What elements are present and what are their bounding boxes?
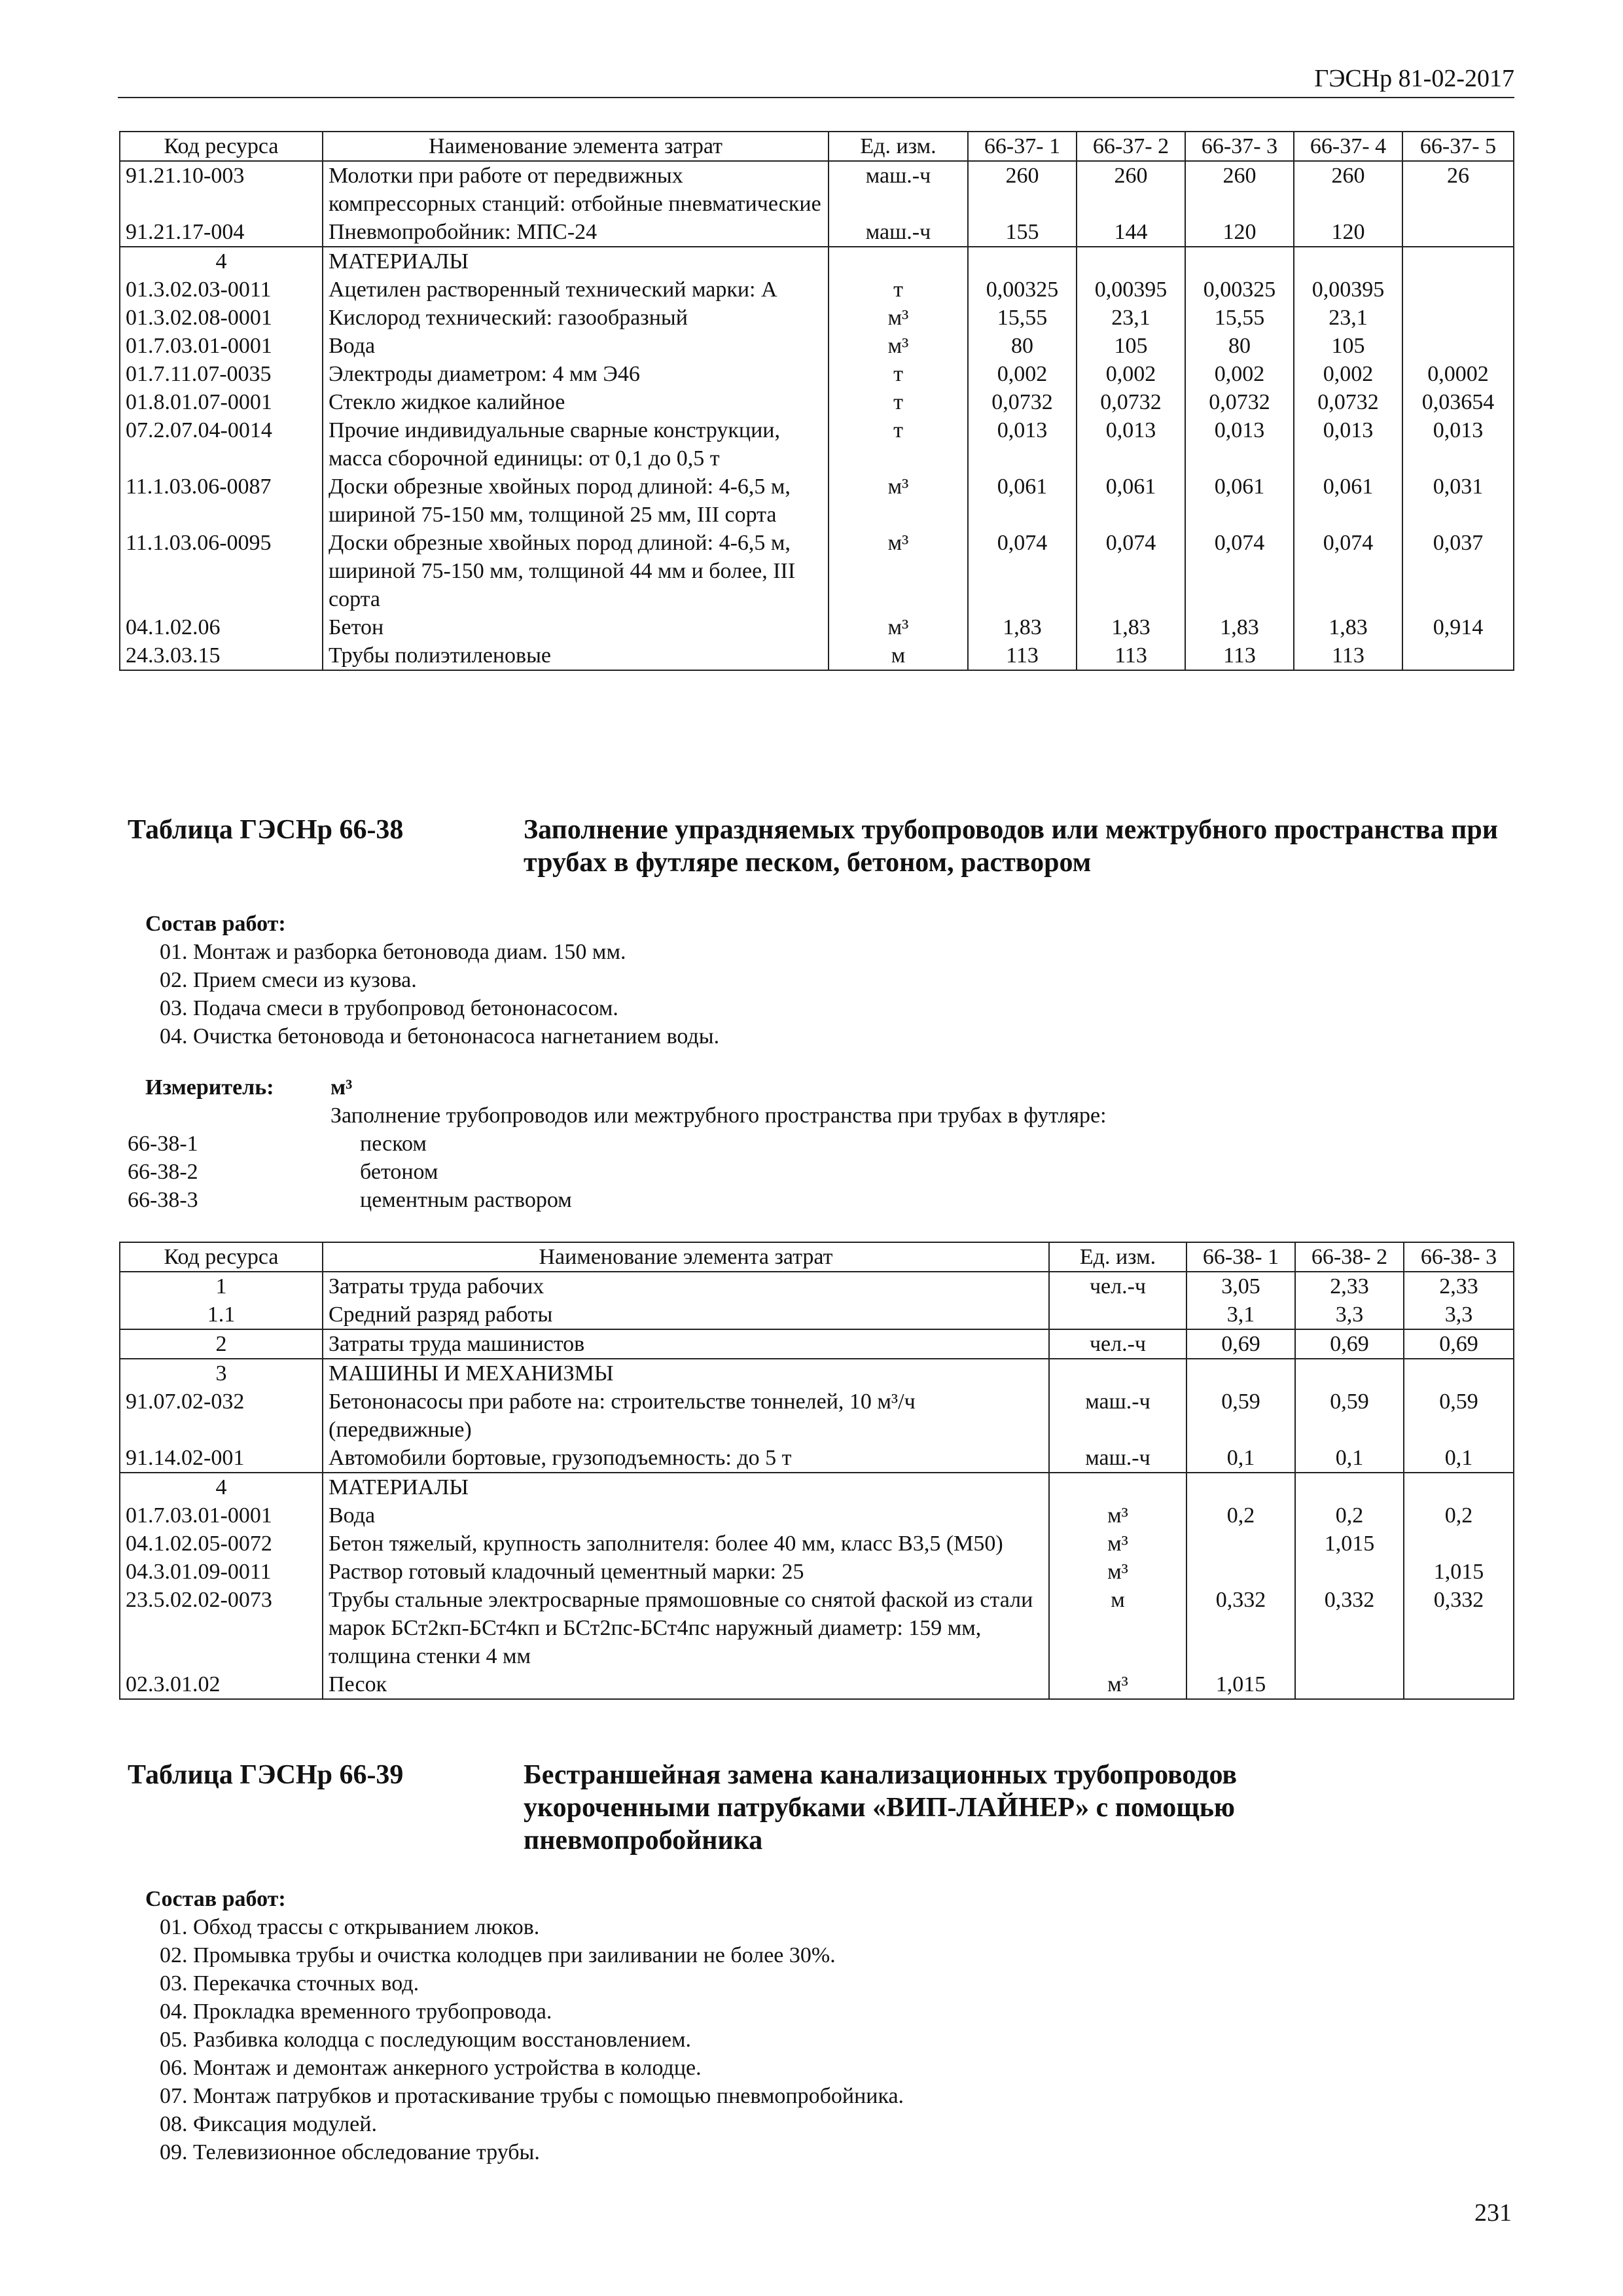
norm-value: 0,0732 bbox=[968, 388, 1077, 416]
norm-value: 26 bbox=[1402, 161, 1514, 218]
norm-value: 0,074 bbox=[1294, 529, 1402, 613]
norm-value: 0,013 bbox=[1077, 416, 1185, 473]
norm-value bbox=[1402, 218, 1514, 247]
column-header: Ед. изм. bbox=[1049, 1242, 1186, 1272]
cost-element-name: Молотки при работе от передвижных компрессорных станций: отбойные пневматические bbox=[323, 161, 829, 218]
table-row bbox=[120, 416, 1514, 473]
norm-value: 1,015 bbox=[1404, 1558, 1514, 1586]
sostav-item: 03. Подача смеси в трубопровод бетононасосом. bbox=[160, 996, 618, 1020]
table-row bbox=[120, 304, 1514, 332]
cost-element-name: Затраты труда рабочих bbox=[323, 1272, 1049, 1300]
resource-table-66-38 bbox=[119, 1242, 1514, 1700]
table-row bbox=[120, 1272, 1514, 1300]
norm-value bbox=[1295, 1558, 1404, 1586]
cost-element-name: Песок bbox=[323, 1670, 1049, 1699]
resource-code: 3 bbox=[120, 1359, 323, 1388]
norm-value: 3,3 bbox=[1404, 1300, 1514, 1329]
table-row bbox=[120, 473, 1514, 529]
norm-value: 3,3 bbox=[1295, 1300, 1404, 1329]
unit-of-measure: маш.-ч bbox=[829, 161, 968, 218]
document-code-header: ГЭСНр 81-02-2017 bbox=[1314, 65, 1514, 92]
unit-of-measure: маш.-ч bbox=[1049, 1388, 1186, 1444]
norm-value: 0,0732 bbox=[1185, 388, 1294, 416]
column-header: Ед. изм. bbox=[829, 132, 968, 161]
izmeritel-label: Измеритель: bbox=[145, 1075, 274, 1100]
unit-of-measure bbox=[1049, 1359, 1186, 1388]
sostav-rabot-66-39 bbox=[145, 1885, 1454, 2166]
norm-value: 0,69 bbox=[1404, 1329, 1514, 1359]
norm-value: 113 bbox=[1294, 641, 1402, 670]
norm-value: 1,015 bbox=[1186, 1670, 1295, 1699]
table-row bbox=[120, 1670, 1514, 1699]
norm-value: 0,013 bbox=[968, 416, 1077, 473]
norm-value: 0,69 bbox=[1186, 1329, 1295, 1359]
izmeritel-description: Заполнение трубопроводов или межтрубного пространства при трубах в футляре: bbox=[330, 1103, 1107, 1128]
sostav-item: 01. Обход трассы с открыванием люков. bbox=[160, 1915, 540, 1939]
norm-value: 260 bbox=[1185, 161, 1294, 218]
norm-value: 0,002 bbox=[1077, 360, 1185, 388]
norm-value: 2,33 bbox=[1404, 1272, 1514, 1300]
norm-value: 0,03654 bbox=[1402, 388, 1514, 416]
sostav-rabot-66-38 bbox=[145, 910, 1454, 1050]
norm-value bbox=[968, 247, 1077, 276]
column-header: 66-37- 3 bbox=[1185, 132, 1294, 161]
cost-element-name: Бетононасосы при работе на: строительстве тоннелей, 10 м³/ч (передвижные) bbox=[323, 1388, 1049, 1444]
unit-of-measure: маш.-ч bbox=[829, 218, 968, 247]
resource-table-66-37 bbox=[119, 131, 1514, 671]
cost-element-name: Средний разряд работы bbox=[323, 1300, 1049, 1329]
norm-value bbox=[1186, 1473, 1295, 1501]
cost-element-name: Трубы полиэтиленовые bbox=[323, 641, 829, 670]
unit-of-measure: м³ bbox=[829, 613, 968, 641]
norm-value: 0,002 bbox=[1185, 360, 1294, 388]
table-title-66-38: Заполнение упраздняемых трубопроводов или межтрубного пространства при трубах в футляре песком, бетоном, раствором bbox=[524, 815, 1498, 878]
table-id-66-39: Таблица ГЭСНр 66-39 bbox=[128, 1760, 404, 1790]
unit-of-measure: м³ bbox=[1049, 1530, 1186, 1558]
resource-code: 01.7.11.07-0035 bbox=[120, 360, 323, 388]
resource-code: 23.5.02.02-0073 bbox=[120, 1586, 323, 1670]
resource-code: 91.14.02-001 bbox=[120, 1444, 323, 1473]
norm-value bbox=[1402, 247, 1514, 276]
table-row bbox=[120, 1558, 1514, 1586]
sostav-item: 04. Прокладка временного трубопровода. bbox=[160, 2000, 552, 2024]
resource-code: 1.1 bbox=[120, 1300, 323, 1329]
cost-element-name: Бетон тяжелый, крупность заполнителя: более 40 мм, класс В3,5 (М50) bbox=[323, 1530, 1049, 1558]
norm-value bbox=[1402, 276, 1514, 304]
norm-value: 0,00325 bbox=[968, 276, 1077, 304]
norm-value bbox=[1294, 247, 1402, 276]
norm-value: 0,061 bbox=[1185, 473, 1294, 529]
unit-of-measure: м³ bbox=[1049, 1670, 1186, 1699]
norm-value: 260 bbox=[1077, 161, 1185, 218]
unit-of-measure: м³ bbox=[829, 304, 968, 332]
unit-of-measure bbox=[1049, 1473, 1186, 1501]
norm-value: 260 bbox=[1294, 161, 1402, 218]
sostav-item: 04. Очистка бетоновода и бетононасоса нагнетанием воды. bbox=[160, 1024, 720, 1049]
table-row bbox=[120, 641, 1514, 670]
izmeritel-unit: м³ bbox=[330, 1075, 353, 1100]
cost-element-name: Доски обрезные хвойных пород длиной: 4-6,5 м, шириной 75-150 мм, толщиной 44 мм и более, III сорта bbox=[323, 529, 829, 613]
resource-code: 04.3.01.09-0011 bbox=[120, 1558, 323, 1586]
norm-value: 0,1 bbox=[1186, 1444, 1295, 1473]
table-row bbox=[120, 218, 1514, 247]
cost-element-name: Ацетилен растворенный технический марки: А bbox=[323, 276, 829, 304]
norm-value: 80 bbox=[968, 332, 1077, 360]
resource-code: 91.07.02-032 bbox=[120, 1388, 323, 1444]
norm-value: 155 bbox=[968, 218, 1077, 247]
norm-value: 0,0002 bbox=[1402, 360, 1514, 388]
cost-element-name: Пневмопробойник: МПС-24 bbox=[323, 218, 829, 247]
variant-row bbox=[128, 1130, 1109, 1158]
table-row bbox=[120, 360, 1514, 388]
column-header: Наименование элемента затрат bbox=[323, 132, 829, 161]
norm-value bbox=[1404, 1530, 1514, 1558]
norm-value: 0,031 bbox=[1402, 473, 1514, 529]
resource-code: 11.1.03.06-0087 bbox=[120, 473, 323, 529]
cost-element-name: МАТЕРИАЛЫ bbox=[323, 1473, 1049, 1501]
table-title-66-39: Бестраншейная замена канализационных трубопроводов укороченными патрубками «ВИП-ЛАЙНЕР» с помощью пневмопробойника bbox=[524, 1760, 1238, 1856]
norm-value: 1,83 bbox=[1077, 613, 1185, 641]
cost-element-name: Раствор готовый кладочный цементный марки: 25 bbox=[323, 1558, 1049, 1586]
variant-label: цементным раствором bbox=[360, 1188, 572, 1212]
cost-element-name: МАТЕРИАЛЫ bbox=[323, 247, 829, 276]
norm-value: 0,013 bbox=[1402, 416, 1514, 473]
column-header: 66-37- 5 bbox=[1402, 132, 1514, 161]
sostav-item: 09. Телевизионное обследование трубы. bbox=[160, 2140, 540, 2164]
resource-code: 11.1.03.06-0095 bbox=[120, 529, 323, 613]
resource-code: 01.7.03.01-0001 bbox=[120, 1501, 323, 1530]
sostav-item: 03. Перекачка сточных вод. bbox=[160, 1971, 419, 1996]
norm-value: 120 bbox=[1185, 218, 1294, 247]
norm-value: 0,013 bbox=[1294, 416, 1402, 473]
cost-element-name: Стекло жидкое калийное bbox=[323, 388, 829, 416]
unit-of-measure: м³ bbox=[829, 529, 968, 613]
cost-element-name: МАШИНЫ И МЕХАНИЗМЫ bbox=[323, 1359, 1049, 1388]
norm-value bbox=[1295, 1473, 1404, 1501]
norm-value: 0,1 bbox=[1404, 1444, 1514, 1473]
table-row bbox=[120, 332, 1514, 360]
norm-value: 0,332 bbox=[1186, 1586, 1295, 1670]
variant-list bbox=[128, 1130, 1109, 1214]
unit-of-measure: т bbox=[829, 276, 968, 304]
table-id-66-38: Таблица ГЭСНр 66-38 bbox=[128, 815, 404, 845]
norm-value bbox=[1404, 1359, 1514, 1388]
norm-value: 0,061 bbox=[968, 473, 1077, 529]
table-row bbox=[120, 276, 1514, 304]
cost-element-name: Прочие индивидуальные сварные конструкции, масса сборочной единицы: от 0,1 до 0,5 т bbox=[323, 416, 829, 473]
resource-code: 2 bbox=[120, 1329, 323, 1359]
column-header: 66-38- 1 bbox=[1186, 1242, 1295, 1272]
norm-value: 144 bbox=[1077, 218, 1185, 247]
resource-code: 01.8.01.07-0001 bbox=[120, 388, 323, 416]
norm-value: 0,074 bbox=[968, 529, 1077, 613]
sostav-item: 06. Монтаж и демонтаж анкерного устройства в колодце. bbox=[160, 2056, 702, 2080]
norm-value: 1,83 bbox=[1294, 613, 1402, 641]
unit-of-measure bbox=[1049, 1300, 1186, 1329]
table-row bbox=[120, 1473, 1514, 1501]
table-row bbox=[120, 161, 1514, 218]
norm-value: 0,59 bbox=[1186, 1388, 1295, 1444]
norm-value bbox=[1402, 641, 1514, 670]
unit-of-measure: т bbox=[829, 360, 968, 388]
unit-of-measure bbox=[829, 247, 968, 276]
norm-value: 105 bbox=[1294, 332, 1402, 360]
page-number: 231 bbox=[1474, 2199, 1512, 2227]
table-row bbox=[120, 529, 1514, 613]
column-header: Код ресурса bbox=[120, 132, 323, 161]
norm-value: 260 bbox=[968, 161, 1077, 218]
column-header: 66-37- 4 bbox=[1294, 132, 1402, 161]
norm-value: 23,1 bbox=[1077, 304, 1185, 332]
norm-value: 120 bbox=[1294, 218, 1402, 247]
norm-value bbox=[1402, 332, 1514, 360]
norm-value bbox=[1186, 1558, 1295, 1586]
table-row bbox=[120, 1388, 1514, 1444]
norm-value: 0,69 bbox=[1295, 1329, 1404, 1359]
norm-value: 23,1 bbox=[1294, 304, 1402, 332]
norm-value bbox=[1186, 1530, 1295, 1558]
sostav-item: 02. Промывка трубы и очистка колодцев при заиливании не более 30%. bbox=[160, 1943, 836, 1967]
norm-value: 15,55 bbox=[968, 304, 1077, 332]
variant-row bbox=[128, 1158, 1109, 1186]
norm-value: 0,59 bbox=[1404, 1388, 1514, 1444]
norm-value: 15,55 bbox=[1185, 304, 1294, 332]
table-row bbox=[120, 388, 1514, 416]
norm-value: 3,05 bbox=[1186, 1272, 1295, 1300]
resource-code: 07.2.07.04-0014 bbox=[120, 416, 323, 473]
table-row bbox=[120, 1530, 1514, 1558]
norm-value: 0,037 bbox=[1402, 529, 1514, 613]
cost-element-name: Автомобили бортовые, грузоподъемность: до 5 т bbox=[323, 1444, 1049, 1473]
resource-code: 24.3.03.15 bbox=[120, 641, 323, 670]
unit-of-measure: м bbox=[1049, 1586, 1186, 1670]
norm-value: 0,074 bbox=[1185, 529, 1294, 613]
variant-code: 66-38-3 bbox=[128, 1188, 198, 1212]
norm-value: 0,0732 bbox=[1294, 388, 1402, 416]
cost-element-name: Затраты труда машинистов bbox=[323, 1329, 1049, 1359]
unit-of-measure: чел.-ч bbox=[1049, 1272, 1186, 1300]
unit-of-measure: м bbox=[829, 641, 968, 670]
unit-of-measure: т bbox=[829, 416, 968, 473]
norm-value bbox=[1185, 247, 1294, 276]
norm-value bbox=[1402, 304, 1514, 332]
sostav-item: 01. Монтаж и разборка бетоновода диам. 150 мм. bbox=[160, 940, 626, 964]
unit-of-measure: маш.-ч bbox=[1049, 1444, 1186, 1473]
header-rule bbox=[118, 97, 1514, 98]
norm-value: 0,2 bbox=[1295, 1501, 1404, 1530]
table-row bbox=[120, 1586, 1514, 1670]
column-header: Код ресурса bbox=[120, 1242, 323, 1272]
cost-element-name: Электроды диаметром: 4 мм Э46 bbox=[323, 360, 829, 388]
variant-label: бетоном bbox=[360, 1160, 438, 1184]
norm-value bbox=[1404, 1670, 1514, 1699]
norm-value: 1,015 bbox=[1295, 1530, 1404, 1558]
norm-value: 0,074 bbox=[1077, 529, 1185, 613]
resource-code: 4 bbox=[120, 247, 323, 276]
column-header: 66-38- 2 bbox=[1295, 1242, 1404, 1272]
column-header: 66-38- 3 bbox=[1404, 1242, 1514, 1272]
cost-element-name: Доски обрезные хвойных пород длиной: 4-6,5 м, шириной 75-150 мм, толщиной 25 мм, III сорта bbox=[323, 473, 829, 529]
unit-of-measure: чел.-ч bbox=[1049, 1329, 1186, 1359]
resource-code: 4 bbox=[120, 1473, 323, 1501]
column-header: 66-37- 2 bbox=[1077, 132, 1185, 161]
norm-value: 105 bbox=[1077, 332, 1185, 360]
norm-value: 80 bbox=[1185, 332, 1294, 360]
cost-element-name: Вода bbox=[323, 332, 829, 360]
norm-value: 0,2 bbox=[1404, 1501, 1514, 1530]
unit-of-measure: м³ bbox=[1049, 1558, 1186, 1586]
norm-value: 0,00395 bbox=[1077, 276, 1185, 304]
norm-value: 113 bbox=[1077, 641, 1185, 670]
variant-code: 66-38-1 bbox=[128, 1132, 198, 1156]
resource-code: 01.3.02.08-0001 bbox=[120, 304, 323, 332]
norm-value: 0,002 bbox=[968, 360, 1077, 388]
norm-value: 0,59 bbox=[1295, 1388, 1404, 1444]
norm-value: 0,0732 bbox=[1077, 388, 1185, 416]
sostav-label: Состав работ: bbox=[145, 912, 286, 936]
variant-row bbox=[128, 1186, 1109, 1214]
sostav-label: Состав работ: bbox=[145, 1887, 286, 1911]
variant-label: песком bbox=[360, 1132, 427, 1156]
resource-code: 1 bbox=[120, 1272, 323, 1300]
norm-value: 113 bbox=[968, 641, 1077, 670]
resource-code: 91.21.10-003 bbox=[120, 161, 323, 218]
sostav-item: 05. Разбивка колодца с последующим восстановлением. bbox=[160, 2028, 691, 2052]
norm-value bbox=[1077, 247, 1185, 276]
cost-element-name: Бетон bbox=[323, 613, 829, 641]
table-row bbox=[120, 1300, 1514, 1329]
unit-of-measure: т bbox=[829, 388, 968, 416]
norm-value bbox=[1295, 1359, 1404, 1388]
norm-value: 3,1 bbox=[1186, 1300, 1295, 1329]
sostav-item: 08. Фиксация модулей. bbox=[160, 2112, 377, 2136]
resource-code: 04.1.02.05-0072 bbox=[120, 1530, 323, 1558]
variant-code: 66-38-2 bbox=[128, 1160, 198, 1184]
norm-value: 0,332 bbox=[1295, 1586, 1404, 1670]
unit-of-measure: м³ bbox=[829, 473, 968, 529]
sostav-item: 02. Прием смеси из кузова. bbox=[160, 968, 417, 992]
norm-value bbox=[1404, 1473, 1514, 1501]
norm-value: 1,83 bbox=[968, 613, 1077, 641]
resource-code: 01.3.02.03-0011 bbox=[120, 276, 323, 304]
column-header: Наименование элемента затрат bbox=[323, 1242, 1049, 1272]
cost-element-name: Кислород технический: газообразный bbox=[323, 304, 829, 332]
norm-value: 0,00325 bbox=[1185, 276, 1294, 304]
norm-value: 0,002 bbox=[1294, 360, 1402, 388]
norm-value bbox=[1295, 1670, 1404, 1699]
resource-code: 91.21.17-004 bbox=[120, 218, 323, 247]
norm-value: 0,013 bbox=[1185, 416, 1294, 473]
table-row bbox=[120, 1329, 1514, 1359]
unit-of-measure: м³ bbox=[829, 332, 968, 360]
norm-value: 0,332 bbox=[1404, 1586, 1514, 1670]
unit-of-measure: м³ bbox=[1049, 1501, 1186, 1530]
norm-value bbox=[1186, 1359, 1295, 1388]
column-header: 66-37- 1 bbox=[968, 132, 1077, 161]
norm-value: 0,061 bbox=[1077, 473, 1185, 529]
norm-value: 0,00395 bbox=[1294, 276, 1402, 304]
norm-value: 0,2 bbox=[1186, 1501, 1295, 1530]
norm-value: 0,1 bbox=[1295, 1444, 1404, 1473]
norm-value: 1,83 bbox=[1185, 613, 1294, 641]
table-row bbox=[120, 613, 1514, 641]
cost-element-name: Трубы стальные электросварные прямошовные со снятой фаской из стали марок БСт2кп-БСт4кп и БСт2пс-БСт4пс наружный диаметр: 159 мм, толщина стенки 4 мм bbox=[323, 1586, 1049, 1670]
resource-code: 04.1.02.06 bbox=[120, 613, 323, 641]
norm-value: 2,33 bbox=[1295, 1272, 1404, 1300]
cost-element-name: Вода bbox=[323, 1501, 1049, 1530]
resource-code: 01.7.03.01-0001 bbox=[120, 332, 323, 360]
table-row bbox=[120, 247, 1514, 276]
table-row bbox=[120, 1359, 1514, 1388]
table-row bbox=[120, 1444, 1514, 1473]
norm-value: 0,061 bbox=[1294, 473, 1402, 529]
sostav-item: 07. Монтаж патрубков и протаскивание трубы с помощью пневмопробойника. bbox=[160, 2084, 904, 2108]
table-row bbox=[120, 1501, 1514, 1530]
resource-code: 02.3.01.02 bbox=[120, 1670, 323, 1699]
norm-value: 0,914 bbox=[1402, 613, 1514, 641]
norm-value: 113 bbox=[1185, 641, 1294, 670]
